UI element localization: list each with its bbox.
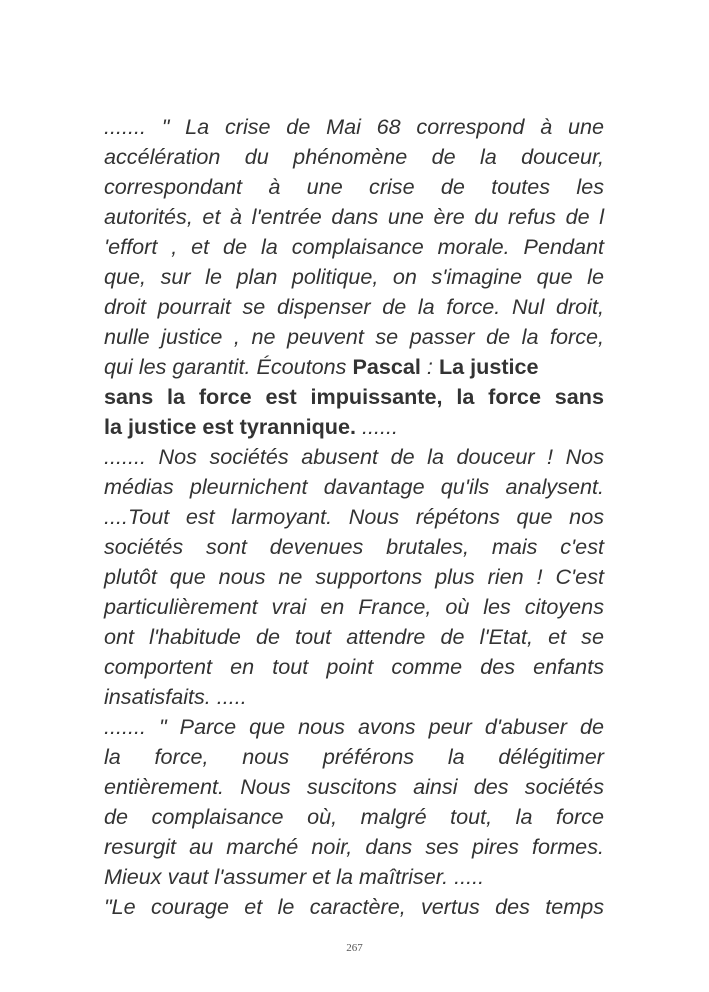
- page-number: 267: [346, 942, 363, 954]
- text-line: que, sur le plan politique, on s'imagine que le: [104, 264, 604, 289]
- quote-text: La justice: [438, 354, 539, 379]
- text-line: la force, nous préférons la délégitimer: [104, 744, 604, 769]
- quote-text: la justice est tyrannique.: [104, 414, 357, 439]
- text-line: nulle justice , ne peuvent se passer de la force,: [104, 324, 604, 349]
- text-line: ....... " La crise de Mai 68 correspond à une: [104, 114, 604, 139]
- text-line: de complaisance où, malgré tout, la force: [104, 804, 604, 829]
- text-line: particulièrement vrai en France, où les citoyens: [104, 594, 604, 619]
- text-line: resurgit au marché noir, dans ses pires formes.: [104, 834, 604, 859]
- text-line-quote-end: [104, 412, 604, 442]
- text-line: médias pleurnichent davantage qu'ils analysent.: [104, 474, 604, 499]
- text-line: entièrement. Nous suscitons ainsi des sociétés: [104, 774, 604, 799]
- text-line: ....... Nos sociétés abusent de la douceur ! Nos: [104, 444, 604, 469]
- text-line: insatisfaits. .....: [104, 684, 247, 709]
- text-line: ....Tout est larmoyant. Nous répétons que nos: [104, 504, 604, 529]
- text-fragment: qui les garantit. Écoutons: [104, 354, 353, 379]
- body-text: [104, 112, 604, 922]
- text-line: accélération du phénomène de la douceur,: [104, 144, 604, 169]
- text-line: sociétés sont devenues brutales, mais c'est: [104, 534, 604, 559]
- text-fragment: ......: [356, 414, 399, 439]
- quoted-author: Pascal: [352, 354, 421, 379]
- text-line: "Le courage et le caractère, vertus des temps: [104, 894, 604, 919]
- text-line: autorités, et à l'entrée dans une ère du refus de l: [104, 204, 604, 229]
- text-line: plutôt que nous ne supportons plus rien ! C'est: [104, 564, 604, 589]
- text-line: ont l'habitude de tout attendre de l'Etat, et se: [104, 624, 604, 649]
- text-line: 'effort , et de la complaisance morale. Pendant: [104, 234, 604, 259]
- text-line-quote-intro: [104, 352, 604, 382]
- text-line: droit pourrait se dispenser de la force. Nul droit,: [104, 294, 604, 319]
- text-line: correspondant à une crise de toutes les: [104, 174, 604, 199]
- text-line: comportent en tout point comme des enfants: [104, 654, 604, 679]
- text-fragment: :: [420, 354, 439, 379]
- quote-text: sans la force est impuissante, la force sans: [104, 384, 604, 409]
- text-line: ....... " Parce que nous avons peur d'abuser de: [104, 714, 604, 739]
- text-line: Mieux vaut l'assumer et la maîtriser. .....: [104, 864, 485, 889]
